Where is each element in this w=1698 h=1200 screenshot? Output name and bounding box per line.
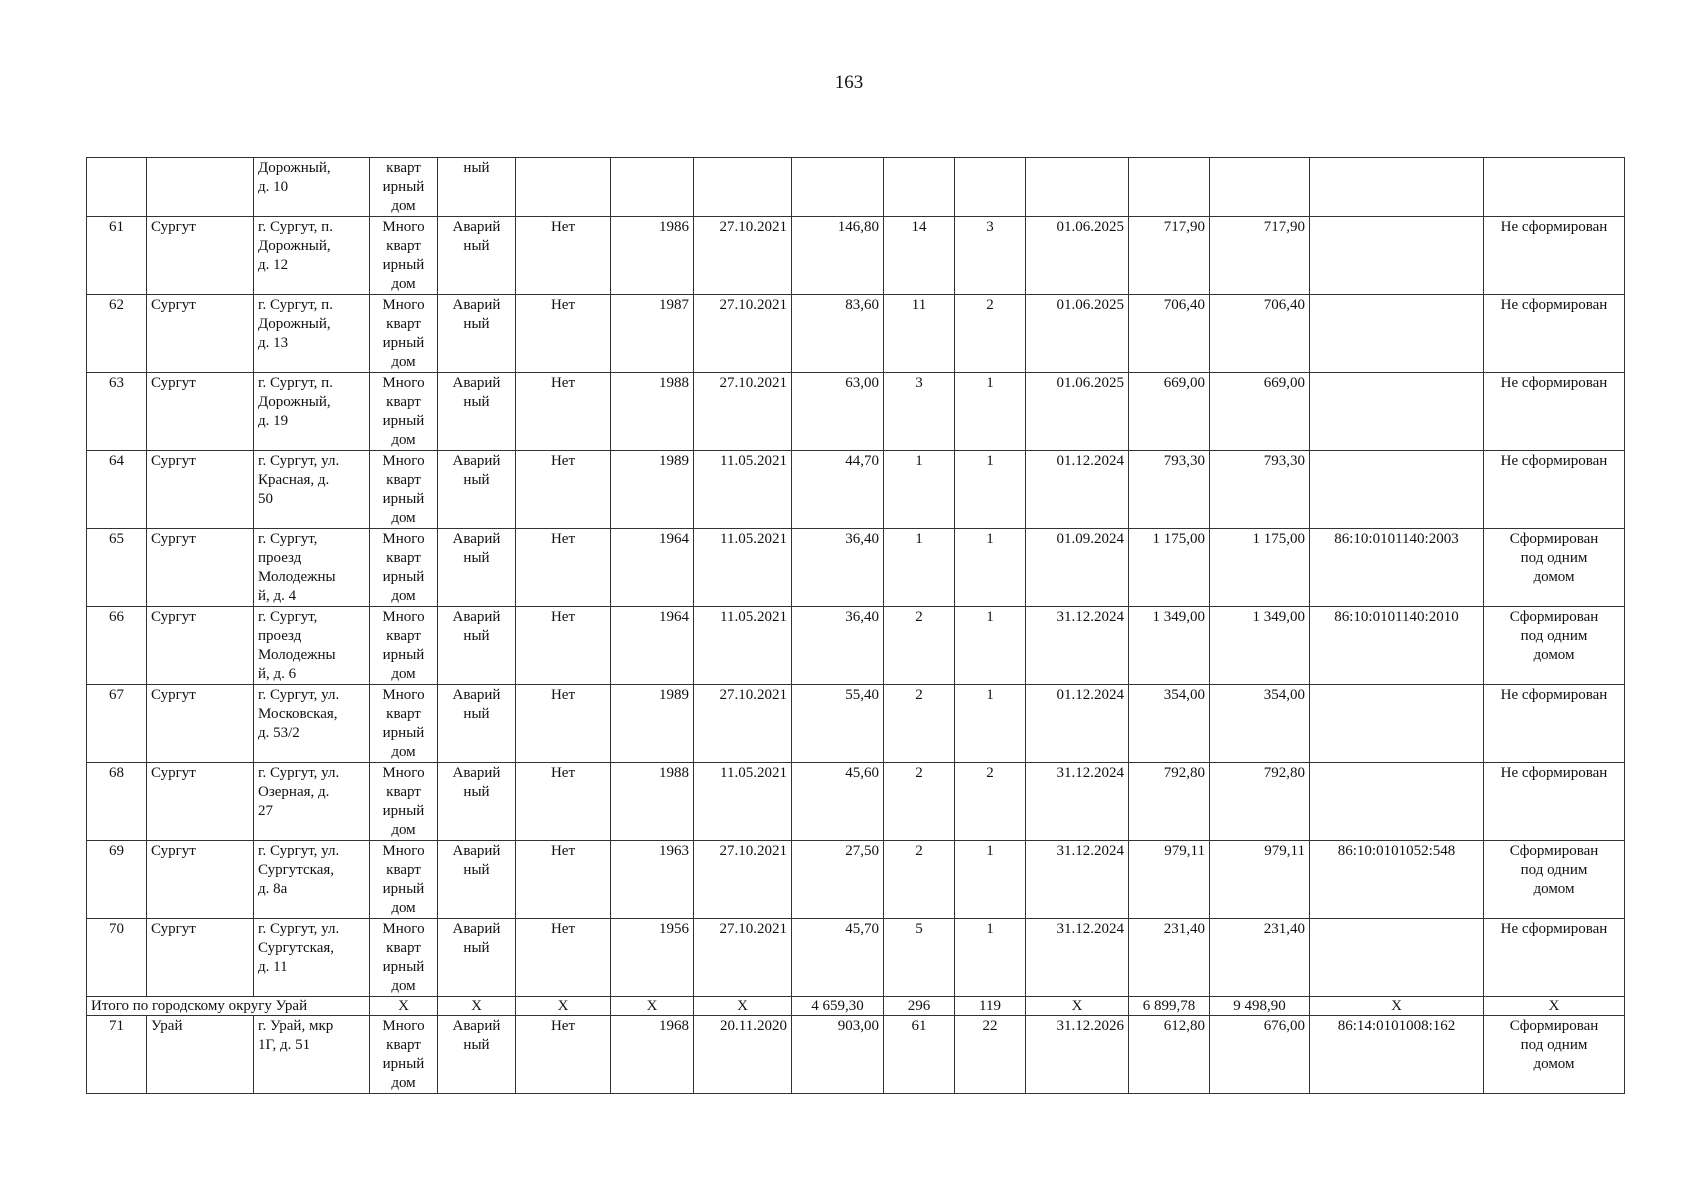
- table-row: [87, 841, 1625, 919]
- cell-land-status: Сформирован под одним домом: [1484, 607, 1625, 685]
- cell-land-area-1: 792,80: [1129, 763, 1210, 841]
- cell-num: 66: [87, 607, 147, 685]
- cell-deadline: 31.12.2024: [1026, 841, 1129, 919]
- table-row: [87, 1016, 1625, 1094]
- cell-num: 70: [87, 919, 147, 997]
- cell-deadline: 31.12.2024: [1026, 763, 1129, 841]
- cell-house-type: кварт ирный дом: [370, 158, 438, 217]
- table-row: [87, 451, 1625, 529]
- cell-area: 45,70: [792, 919, 884, 997]
- cell-house-type: Много кварт ирный дом: [370, 841, 438, 919]
- cell-cadastral-number: 86:10:0101052:548: [1310, 841, 1484, 919]
- cell-persons: 2: [884, 763, 955, 841]
- table-row: [87, 685, 1625, 763]
- cell-address: г. Сургут, проезд Молодежны й, д. 6: [254, 607, 370, 685]
- cell-land-area-1: 669,00: [1129, 373, 1210, 451]
- cell-land-status: Не сформирован: [1484, 685, 1625, 763]
- cell-flag: Нет: [516, 763, 611, 841]
- total-date: X: [694, 997, 792, 1016]
- cell-flag: Нет: [516, 1016, 611, 1094]
- total-label: Итого по городскому округу Урай: [87, 997, 370, 1016]
- cell-date: 27.10.2021: [694, 841, 792, 919]
- table-row: [87, 607, 1625, 685]
- cell-land-area-2: 676,00: [1210, 1016, 1310, 1094]
- cell-year: 1989: [611, 451, 694, 529]
- page-number: 163: [834, 72, 864, 93]
- total-land-status: X: [1484, 997, 1625, 1016]
- cell-area: 63,00: [792, 373, 884, 451]
- cell-flag: Нет: [516, 373, 611, 451]
- total-rooms: 119: [955, 997, 1026, 1016]
- cell-deadline: 31.12.2026: [1026, 1016, 1129, 1094]
- cell-num: 69: [87, 841, 147, 919]
- cell-land-area-1: 717,90: [1129, 217, 1210, 295]
- cell-persons: 5: [884, 919, 955, 997]
- cell-status: Аварий ный: [438, 529, 516, 607]
- cell-empty: [1210, 158, 1310, 217]
- cell-land-status: Не сформирован: [1484, 217, 1625, 295]
- cell-empty: [884, 158, 955, 217]
- cell-persons: 1: [884, 529, 955, 607]
- cell-date: 20.11.2020: [694, 1016, 792, 1094]
- cell-status: Аварий ный: [438, 373, 516, 451]
- total-deadline: X: [1026, 997, 1129, 1016]
- cell-num: 65: [87, 529, 147, 607]
- cell-land-area-2: 706,40: [1210, 295, 1310, 373]
- cell-municipality: Сургут: [147, 373, 254, 451]
- cell-year: 1968: [611, 1016, 694, 1094]
- total-persons: 296: [884, 997, 955, 1016]
- cell-date: 27.10.2021: [694, 373, 792, 451]
- cell-persons: 2: [884, 685, 955, 763]
- cell-date: 11.05.2021: [694, 763, 792, 841]
- cell-house-type: Много кварт ирный дом: [370, 607, 438, 685]
- cell-municipality: [147, 158, 254, 217]
- cell-cadastral-number: [1310, 451, 1484, 529]
- cell-municipality: Сургут: [147, 451, 254, 529]
- cell-area: 27,50: [792, 841, 884, 919]
- cell-empty: [792, 158, 884, 217]
- cell-flag: Нет: [516, 841, 611, 919]
- cell-house-type: Много кварт ирный дом: [370, 295, 438, 373]
- cell-land-status: Сформирован под одним домом: [1484, 529, 1625, 607]
- cell-date: 11.05.2021: [694, 451, 792, 529]
- cell-status: Аварий ный: [438, 451, 516, 529]
- cell-status: Аварий ный: [438, 841, 516, 919]
- cell-rooms: 1: [955, 841, 1026, 919]
- cell-flag: Нет: [516, 607, 611, 685]
- cell-date: 11.05.2021: [694, 607, 792, 685]
- cell-rooms: 2: [955, 295, 1026, 373]
- cell-land-status: Сформирован под одним домом: [1484, 1016, 1625, 1094]
- table-row: [87, 763, 1625, 841]
- cell-address: г. Урай, мкр 1Г, д. 51: [254, 1016, 370, 1094]
- cell-deadline: 01.09.2024: [1026, 529, 1129, 607]
- cell-house-type: Много кварт ирный дом: [370, 1016, 438, 1094]
- cell-num: 68: [87, 763, 147, 841]
- cell-municipality: Сургут: [147, 295, 254, 373]
- cell-status: Аварий ный: [438, 607, 516, 685]
- cell-persons: 2: [884, 607, 955, 685]
- table-row: [87, 529, 1625, 607]
- cell-area: 55,40: [792, 685, 884, 763]
- cell-cadastral-number: [1310, 685, 1484, 763]
- cell-land-area-2: 792,80: [1210, 763, 1310, 841]
- cell-num: [87, 158, 147, 217]
- cell-cadastral-number: [1310, 763, 1484, 841]
- cell-address: г. Сургут, ул. Красная, д. 50: [254, 451, 370, 529]
- cell-flag: Нет: [516, 685, 611, 763]
- cell-year: 1964: [611, 607, 694, 685]
- cell-num: 62: [87, 295, 147, 373]
- cell-deadline: 31.12.2024: [1026, 919, 1129, 997]
- cell-address: г. Сургут, п. Дорожный, д. 12: [254, 217, 370, 295]
- cell-municipality: Сургут: [147, 841, 254, 919]
- cell-status: Аварий ный: [438, 295, 516, 373]
- cell-status: ный: [438, 158, 516, 217]
- table-row: [87, 295, 1625, 373]
- cell-address: г. Сургут, ул. Сургутская, д. 11: [254, 919, 370, 997]
- total-area: 4 659,30: [792, 997, 884, 1016]
- cell-house-type: Много кварт ирный дом: [370, 529, 438, 607]
- cell-rooms: 22: [955, 1016, 1026, 1094]
- cell-land-area-1: 354,00: [1129, 685, 1210, 763]
- cell-municipality: Сургут: [147, 607, 254, 685]
- cell-area: 903,00: [792, 1016, 884, 1094]
- total-row: [87, 997, 1625, 1016]
- cell-area: 36,40: [792, 607, 884, 685]
- cell-year: 1956: [611, 919, 694, 997]
- cell-cadastral-number: [1310, 373, 1484, 451]
- cell-num: 67: [87, 685, 147, 763]
- cell-address: г. Сургут, ул. Сургутская, д. 8а: [254, 841, 370, 919]
- cell-house-type: Много кварт ирный дом: [370, 217, 438, 295]
- cell-land-status: Не сформирован: [1484, 919, 1625, 997]
- cell-rooms: 3: [955, 217, 1026, 295]
- cell-address: г. Сургут, ул. Московская, д. 53/2: [254, 685, 370, 763]
- cell-cadastral-number: 86:14:0101008:162: [1310, 1016, 1484, 1094]
- cell-area: 44,70: [792, 451, 884, 529]
- cell-cadastral-number: [1310, 919, 1484, 997]
- table-row: [87, 217, 1625, 295]
- cell-municipality: Сургут: [147, 919, 254, 997]
- cell-address: г. Сургут, проезд Молодежны й, д. 4: [254, 529, 370, 607]
- cell-land-area-2: 979,11: [1210, 841, 1310, 919]
- cell-area: 36,40: [792, 529, 884, 607]
- cell-deadline: 01.06.2025: [1026, 373, 1129, 451]
- cell-persons: 14: [884, 217, 955, 295]
- cell-land-area-2: 1 175,00: [1210, 529, 1310, 607]
- cell-land-area-1: 706,40: [1129, 295, 1210, 373]
- cell-deadline: 01.06.2025: [1026, 295, 1129, 373]
- total-status: X: [438, 997, 516, 1016]
- cell-year: 1964: [611, 529, 694, 607]
- total-land-area-1: 6 899,78: [1129, 997, 1210, 1016]
- table-row: [87, 373, 1625, 451]
- cell-status: Аварий ный: [438, 217, 516, 295]
- cell-land-area-2: 669,00: [1210, 373, 1310, 451]
- cell-municipality: Урай: [147, 1016, 254, 1094]
- cell-house-type: Много кварт ирный дом: [370, 451, 438, 529]
- cell-year: 1963: [611, 841, 694, 919]
- cell-year: 1988: [611, 373, 694, 451]
- cell-municipality: Сургут: [147, 529, 254, 607]
- cell-flag: Нет: [516, 217, 611, 295]
- total-year: X: [611, 997, 694, 1016]
- cell-cadastral-number: 86:10:0101140:2003: [1310, 529, 1484, 607]
- cell-persons: 1: [884, 451, 955, 529]
- cell-land-status: Не сформирован: [1484, 295, 1625, 373]
- cell-year: 1987: [611, 295, 694, 373]
- cell-rooms: 1: [955, 607, 1026, 685]
- cell-year: 1986: [611, 217, 694, 295]
- cell-status: Аварий ный: [438, 763, 516, 841]
- cell-flag: Нет: [516, 295, 611, 373]
- cell-municipality: Сургут: [147, 685, 254, 763]
- cell-cadastral-number: [1310, 295, 1484, 373]
- cell-flag: Нет: [516, 919, 611, 997]
- cell-num: 64: [87, 451, 147, 529]
- cell-land-area-1: 793,30: [1129, 451, 1210, 529]
- cell-persons: 61: [884, 1016, 955, 1094]
- cell-flag: Нет: [516, 529, 611, 607]
- cell-deadline: 01.12.2024: [1026, 451, 1129, 529]
- cell-area: 146,80: [792, 217, 884, 295]
- cell-rooms: 2: [955, 763, 1026, 841]
- cell-empty: [1310, 158, 1484, 217]
- cell-empty: [694, 158, 792, 217]
- cell-land-status: Не сформирован: [1484, 373, 1625, 451]
- cell-rooms: 1: [955, 451, 1026, 529]
- cell-num: 61: [87, 217, 147, 295]
- cell-num: 71: [87, 1016, 147, 1094]
- cell-empty: [955, 158, 1026, 217]
- cell-land-status: Не сформирован: [1484, 451, 1625, 529]
- cell-date: 27.10.2021: [694, 685, 792, 763]
- cell-house-type: Много кварт ирный дом: [370, 685, 438, 763]
- cell-land-area-2: 793,30: [1210, 451, 1310, 529]
- cell-empty: [1484, 158, 1625, 217]
- cell-empty: [611, 158, 694, 217]
- cell-cadastral-number: [1310, 217, 1484, 295]
- cell-deadline: 01.12.2024: [1026, 685, 1129, 763]
- cell-empty: [1026, 158, 1129, 217]
- cell-date: 11.05.2021: [694, 529, 792, 607]
- cell-persons: 2: [884, 841, 955, 919]
- cell-empty: [1129, 158, 1210, 217]
- cell-empty: [516, 158, 611, 217]
- table-row: [87, 919, 1625, 997]
- cell-year: 1988: [611, 763, 694, 841]
- cell-date: 27.10.2021: [694, 295, 792, 373]
- cell-address: г. Сургут, ул. Озерная, д. 27: [254, 763, 370, 841]
- cell-year: 1989: [611, 685, 694, 763]
- total-flag: X: [516, 997, 611, 1016]
- cell-land-area-2: 231,40: [1210, 919, 1310, 997]
- cell-area: 83,60: [792, 295, 884, 373]
- cell-area: 45,60: [792, 763, 884, 841]
- cell-rooms: 1: [955, 373, 1026, 451]
- cell-rooms: 1: [955, 529, 1026, 607]
- cell-address: г. Сургут, п. Дорожный, д. 13: [254, 295, 370, 373]
- cell-land-status: Не сформирован: [1484, 763, 1625, 841]
- cell-rooms: 1: [955, 685, 1026, 763]
- cell-cadastral-number: 86:10:0101140:2010: [1310, 607, 1484, 685]
- cell-status: Аварий ный: [438, 919, 516, 997]
- cell-num: 63: [87, 373, 147, 451]
- cell-persons: 11: [884, 295, 955, 373]
- housing-registry-table: [86, 157, 1625, 1094]
- cell-house-type: Много кварт ирный дом: [370, 763, 438, 841]
- cell-deadline: 01.06.2025: [1026, 217, 1129, 295]
- cell-flag: Нет: [516, 451, 611, 529]
- cell-deadline: 31.12.2024: [1026, 607, 1129, 685]
- total-cadastral: X: [1310, 997, 1484, 1016]
- cell-land-area-1: 612,80: [1129, 1016, 1210, 1094]
- cell-rooms: 1: [955, 919, 1026, 997]
- cell-land-status: Сформирован под одним домом: [1484, 841, 1625, 919]
- cell-date: 27.10.2021: [694, 217, 792, 295]
- cell-address: Дорожный, д. 10: [254, 158, 370, 217]
- cell-address: г. Сургут, п. Дорожный, д. 19: [254, 373, 370, 451]
- cell-land-area-1: 1 349,00: [1129, 607, 1210, 685]
- cell-land-area-1: 231,40: [1129, 919, 1210, 997]
- cell-status: Аварий ный: [438, 1016, 516, 1094]
- cell-date: 27.10.2021: [694, 919, 792, 997]
- cell-house-type: Много кварт ирный дом: [370, 919, 438, 997]
- cell-status: Аварий ный: [438, 685, 516, 763]
- cell-land-area-1: 1 175,00: [1129, 529, 1210, 607]
- cell-land-area-1: 979,11: [1129, 841, 1210, 919]
- cell-municipality: Сургут: [147, 763, 254, 841]
- cell-municipality: Сургут: [147, 217, 254, 295]
- total-land-area-2: 9 498,90: [1210, 997, 1310, 1016]
- cell-persons: 3: [884, 373, 955, 451]
- continuation-row: [87, 158, 1625, 217]
- cell-house-type: Много кварт ирный дом: [370, 373, 438, 451]
- total-house-type: X: [370, 997, 438, 1016]
- cell-land-area-2: 717,90: [1210, 217, 1310, 295]
- cell-land-area-2: 354,00: [1210, 685, 1310, 763]
- cell-land-area-2: 1 349,00: [1210, 607, 1310, 685]
